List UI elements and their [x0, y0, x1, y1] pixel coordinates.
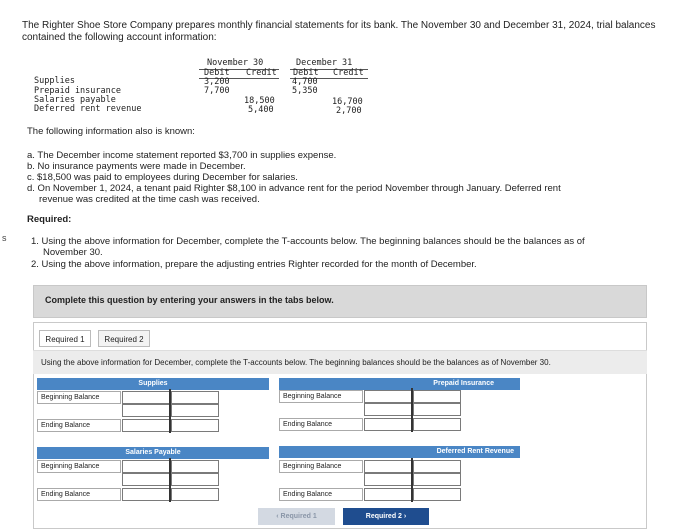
supplies-credit-begin[interactable]: [171, 391, 219, 404]
deferred-debit-end[interactable]: [364, 488, 412, 501]
banner-text: Complete this question by entering your answers in the tabs below.: [45, 295, 334, 305]
prepaid-debit-begin[interactable]: [364, 390, 412, 403]
taccount-title-supplies: Supplies: [37, 378, 269, 390]
beginning-balance-label: Beginning Balance: [37, 391, 121, 404]
tb-nov-credit: 5,400: [248, 105, 274, 115]
ending-balance-label: Ending Balance: [279, 418, 363, 431]
nov-debit-header: Debit: [204, 68, 230, 78]
t-divider: [411, 388, 413, 432]
salaries-credit-end[interactable]: [171, 488, 219, 501]
beginning-balance-label: Beginning Balance: [279, 390, 363, 403]
fact-item: d. On November 1, 2024, a tenant paid Righter $8,100 in advance rent for the period November through January. Deferred rent: [27, 183, 561, 194]
t-divider: [169, 458, 171, 502]
fact-item: b. No insurance payments were made in December.: [27, 161, 246, 172]
required-heading: Required:: [27, 214, 72, 225]
tab-required-2[interactable]: Required 2: [98, 330, 150, 347]
fact-item-cont: revenue was credited at the time cash was received.: [39, 194, 260, 205]
taccount-title-salaries-payable: Salaries Payable: [37, 447, 269, 459]
tab-required-1[interactable]: Required 1: [39, 330, 91, 347]
tb-account: Salaries payable: [34, 95, 116, 105]
salaries-debit-end[interactable]: [122, 488, 170, 501]
fact-item: a. The December income statement reported $3,700 in supplies expense.: [27, 150, 337, 161]
prepaid-debit-entry[interactable]: [364, 403, 412, 416]
beginning-balance-label: Beginning Balance: [37, 460, 121, 473]
supplies-debit-entry[interactable]: [122, 404, 170, 417]
required-item-cont: November 30.: [43, 247, 103, 258]
tb-dec-debit: 5,350: [292, 86, 318, 96]
taccount-title-prepaid-insurance: Prepaid Insurance: [279, 378, 520, 390]
tb-nov-credit: 18,500: [244, 96, 275, 106]
prepaid-credit-begin[interactable]: [413, 390, 461, 403]
required-item: 1. Using the above information for December, complete the T-accounts below. The beginning balances should be the balances as of: [31, 236, 585, 247]
col-nov-header: November 30: [207, 58, 264, 68]
next-label: Required 2: [365, 513, 402, 520]
chevron-left-icon: ‹: [276, 513, 281, 520]
prepaid-credit-end[interactable]: [413, 418, 461, 431]
tb-nov-debit: 7,700: [204, 86, 230, 96]
prepaid-debit-end[interactable]: [364, 418, 412, 431]
salaries-credit-entry[interactable]: [171, 473, 219, 486]
fact-item: c. $18,500 was paid to employees during December for salaries.: [27, 172, 298, 183]
nov-credit-header: Credit: [246, 68, 277, 78]
deferred-credit-begin[interactable]: [413, 460, 461, 473]
ending-balance-label: Ending Balance: [279, 488, 363, 501]
required-item: 2. Using the above information, prepare the adjusting entries Righter recorded for the month of December.: [31, 259, 477, 270]
salaries-debit-entry[interactable]: [122, 473, 170, 486]
instructions-banner: [33, 285, 647, 318]
supplies-debit-begin[interactable]: [122, 391, 170, 404]
prev-required-1-button[interactable]: [258, 508, 335, 525]
intro-text: The Righter Shoe Store Company prepares monthly financial statements for its bank. The November 30 and December 31, 2024, trial balances contained the following account information:: [22, 20, 656, 43]
taccount-title-deferred-rent-revenue: Deferred Rent Revenue: [279, 446, 520, 458]
also-known-text: The following information also is known:: [27, 126, 195, 137]
beginning-balance-label: Beginning Balance: [279, 460, 363, 473]
ending-balance-label: Ending Balance: [37, 419, 121, 432]
supplies-credit-entry[interactable]: [171, 404, 219, 417]
tb-dec-credit: 16,700: [332, 97, 363, 107]
col-dec-header: December 31: [296, 58, 353, 68]
deferred-debit-begin[interactable]: [364, 460, 412, 473]
supplies-debit-end[interactable]: [122, 419, 170, 432]
tb-dec-debit: 4,700: [292, 77, 318, 87]
instruction-text: Using the above information for December, complete the T-accounts below. The beginning balances should be the balances as of November 30.: [41, 358, 551, 367]
t-divider: [411, 458, 413, 502]
prepaid-credit-entry[interactable]: [413, 403, 461, 416]
margin-mark: s: [2, 233, 7, 243]
tb-dec-credit: 2,700: [336, 106, 362, 116]
deferred-debit-entry[interactable]: [364, 473, 412, 486]
dec-debit-header: Debit: [293, 68, 319, 78]
tb-account: Prepaid insurance: [34, 86, 121, 96]
ending-balance-label: Ending Balance: [37, 488, 121, 501]
dec-credit-header: Credit: [333, 68, 364, 78]
salaries-credit-begin[interactable]: [171, 460, 219, 473]
tab-instruction: [33, 350, 647, 374]
tb-account: Deferred rent revenue: [34, 104, 142, 114]
t-divider: [169, 389, 171, 433]
tb-account: Supplies: [34, 76, 75, 86]
deferred-credit-entry[interactable]: [413, 473, 461, 486]
supplies-credit-end[interactable]: [171, 419, 219, 432]
tb-nov-debit: 3,200: [204, 77, 230, 87]
deferred-credit-end[interactable]: [413, 488, 461, 501]
next-required-2-button[interactable]: [343, 508, 429, 525]
salaries-debit-begin[interactable]: [122, 460, 170, 473]
prev-label: Required 1: [280, 513, 317, 520]
chevron-right-icon: ›: [401, 513, 407, 520]
